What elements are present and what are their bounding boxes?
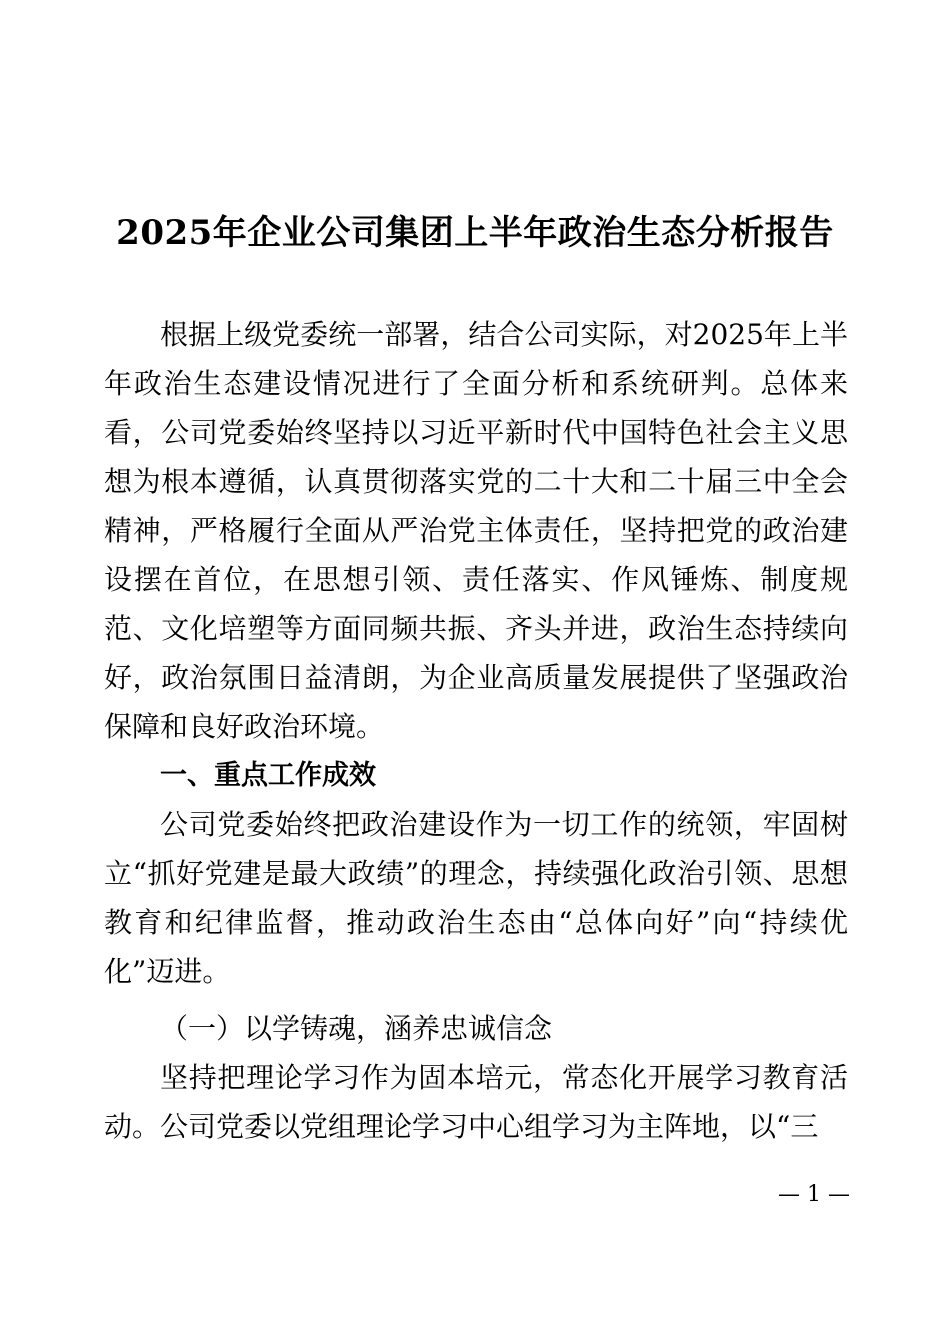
document-title: 2025年企业公司集团上半年政治生态分析报告 xyxy=(116,213,834,253)
subsection-paragraph: 坚持把理论学习作为固本培元，常态化开展学习教育活动。公司党委以党组理论学习中心组学习为主阵地，以“三 xyxy=(104,1061,848,1143)
intro-paragraph: 根据上级党委统一部署，结合公司实际，对2025年上半年政治生态建设情况进行了全面分析和系统研判。总体来看，公司党委始终坚持以习近平新时代中国特色社会主义思想为根本遵循，认真贯彻落实党的二十大和二十届三中全会精神，严格履行全面从严治党主体责任，坚持把党的政治建设摆在首位，在思想引领、责任落实、作风锤炼、制度规范、文化培塑等方面同频共振、齐头并进，政治生态持续向好，政治氛围日益清朗，为企业高质量发展提供了坚强政治保障和良好政治环境。 xyxy=(104,318,848,743)
section-heading: 一、重点工作成效 xyxy=(160,760,376,791)
subsection-heading: （一）以学铸魂，涵养忠诚信念 xyxy=(160,1012,553,1045)
document-body xyxy=(104,310,848,1151)
section-paragraph: 公司党委始终把政治建设作为一切工作的统领，牢固树立“抓好党建是最大政绩”的理念，持续强化政治引领、思想教育和纪律监督，推动政治生态由“总体向好”向“持续优化”迈进。 xyxy=(104,808,848,988)
page-number: — 1 — xyxy=(778,1182,850,1207)
